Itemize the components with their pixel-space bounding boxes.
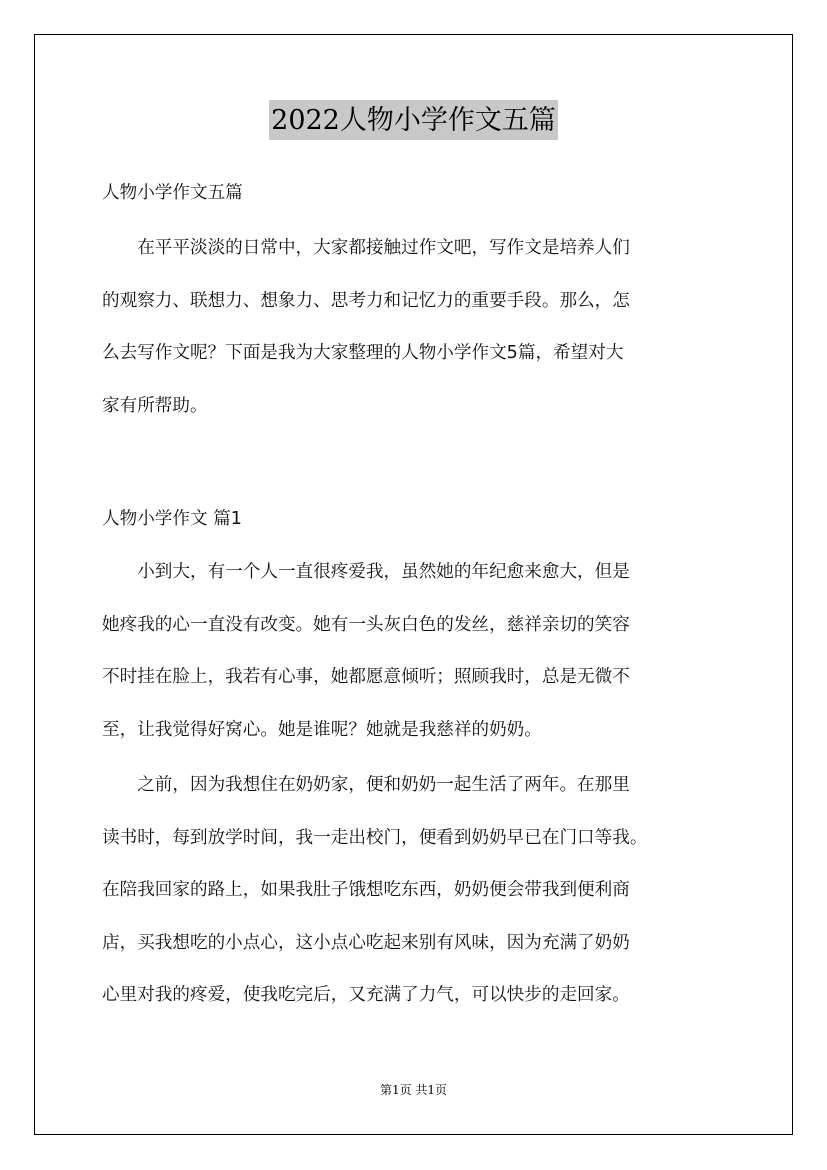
page-footer: 第1页 共1页 <box>379 1083 448 1097</box>
intro-paragraph <box>102 222 737 432</box>
text-line: 店，买我想吃的小点心，这小点心吃起来别有风味，因为充满了奶奶 <box>102 932 630 953</box>
text-line: 心里对我的疼爱，使我吃完后，又充满了力气，可以快步的走回家。 <box>102 985 630 1005</box>
document-subtitle: 人物小学作文五篇 <box>102 183 243 203</box>
paragraph-2 <box>102 759 737 1022</box>
text-line: 小到大，有一个人一直很疼爱我，虽然她的年纪愈来愈大，但是 <box>102 562 630 582</box>
text-line: 在陪我回家的路上，如果我肚子饿想吃东西，奶奶便会带我到便利商 <box>102 880 630 900</box>
text-line: 至，让我觉得好窝心。她是谁呢？她就是我慈祥的奶奶。 <box>102 719 542 740</box>
text-line: 家有所帮助。 <box>102 395 208 416</box>
text-line: 么去写作文呢？下面是我为大家整理的人物小学作文5篇，希望对大 <box>102 343 624 363</box>
text-line: 读书时，每到放学时间，我一走出校门，便看到奶奶早已在门口等我。 <box>102 827 648 848</box>
paragraph-1 <box>102 546 737 756</box>
section-heading: 人物小学作文 篇1 <box>102 509 242 529</box>
text-line: 之前，因为我想住在奶奶家，便和奶奶一起生活了两年。在那里 <box>102 775 630 795</box>
text-line: 在平平淡淡的日常中，大家都接触过作文吧，写作文是培养人们 <box>102 238 630 258</box>
text-line: 她疼我的心一直没有改变。她有一头灰白色的发丝，慈祥亲切的笑容 <box>102 614 630 635</box>
document-title: 2022人物小学作文五篇 <box>269 100 558 140</box>
text-line: 的观察力、联想力、想象力、思考力和记忆力的重要手段。那么，怎 <box>102 290 630 311</box>
text-line: 不时挂在脸上，我若有心事，她都愿意倾听；照顾我时，总是无微不 <box>102 667 630 687</box>
title-container <box>0 100 827 140</box>
